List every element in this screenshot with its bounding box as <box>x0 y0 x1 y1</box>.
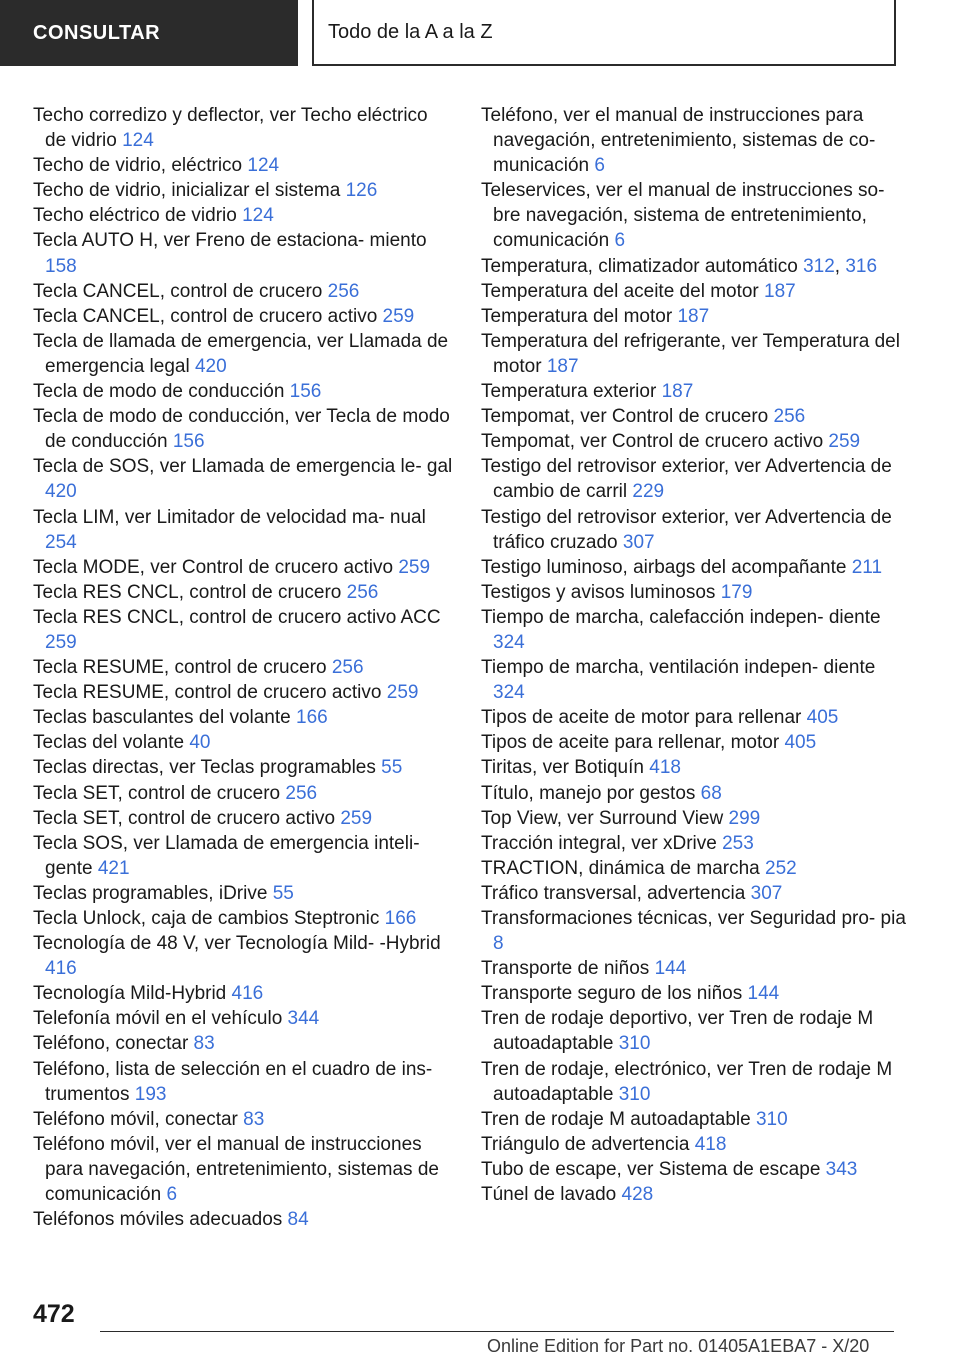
page-link[interactable]: 307 <box>750 882 783 904</box>
page-link[interactable]: 316 <box>845 255 878 277</box>
page-link[interactable]: 166 <box>384 908 417 929</box>
index-entry <box>33 680 453 705</box>
entry-text: Tren de rodaje deportivo, ver Tren de rodaje M autoadaptable <box>481 1008 874 1055</box>
entry-text: Tecla MODE, ver Control de crucero activo <box>33 556 394 578</box>
index-entry <box>481 379 911 404</box>
index-entry <box>481 1157 911 1182</box>
index-entry <box>481 705 911 730</box>
index-entry <box>481 906 911 956</box>
index-entry <box>33 730 453 755</box>
page-link[interactable]: 259 <box>45 631 77 653</box>
index-entry <box>33 906 453 931</box>
index-entry <box>33 831 453 881</box>
index-entry <box>33 881 453 906</box>
entry-text: Tecla de modo de conducción, ver Tecla de modo de conducción <box>33 406 450 453</box>
page-link[interactable]: 310 <box>618 1033 651 1055</box>
page-link[interactable]: 211 <box>851 556 883 578</box>
entry-text: Teléfonos móviles adecuados <box>33 1209 283 1231</box>
entry-text: Tecla CANCEL, control de crucero <box>33 280 323 302</box>
edition-note: Online Edition for Part no. 01405A1EBA7 - X/20 <box>487 1336 870 1356</box>
entry-text: Temperatura, climatizador automático <box>481 255 798 277</box>
entry-text: Temperatura exterior <box>481 381 657 403</box>
index-entry <box>481 454 911 504</box>
entry-text: Teleservices, ver el manual de instrucciones so‐ bre navegación, sistema de entretenimiento, comunicación <box>481 180 885 252</box>
page-link[interactable]: 156 <box>289 381 322 403</box>
entry-text: Tecnología de 48 V, ver Tecnología Mild- ‑Hybrid <box>33 933 441 955</box>
page-link[interactable]: 156 <box>172 431 205 453</box>
entry-text: Tecla RES CNCL, control de crucero <box>33 581 342 603</box>
page-link[interactable]: 418 <box>694 1133 727 1155</box>
page-link[interactable]: 158 <box>45 255 77 277</box>
page-link[interactable]: 144 <box>747 983 780 1005</box>
page-link[interactable]: 259 <box>828 431 861 453</box>
entry-text: Tipos de aceite para rellenar, motor <box>481 732 780 754</box>
index-entry <box>33 605 453 655</box>
page-link[interactable]: 6 <box>166 1184 178 1206</box>
entry-text: Tracción integral, ver xDrive <box>481 832 717 854</box>
index-entry <box>33 178 453 203</box>
index-entry <box>33 655 453 680</box>
entry-text: Transporte seguro de los niños <box>481 983 743 1005</box>
entry-text: Temperatura del refrigerante, ver Temperatura del motor <box>481 330 900 377</box>
entry-text: Tecla RESUME, control de crucero <box>33 657 327 679</box>
page-link[interactable]: 83 <box>193 1033 215 1055</box>
index-entry <box>481 279 911 304</box>
page-header <box>0 0 960 66</box>
entry-text: Top View, ver Surround View <box>481 807 724 829</box>
index-entry <box>33 580 453 605</box>
entry-text: Tiempo de marcha, calefacción indepen‐ diente <box>481 606 881 628</box>
index-entry <box>481 981 911 1006</box>
page-link[interactable]: 324 <box>493 682 525 704</box>
index-entry: Temperatura, climatizador automático 312, 316 <box>481 255 878 277</box>
page-link[interactable]: 312 <box>803 255 835 277</box>
entry-text: Tecnología Mild-Hybrid <box>33 983 227 1005</box>
entry-text: Telefonía móvil en el vehículo <box>33 1008 283 1030</box>
entry-text: Teléfono móvil, conectar <box>33 1108 238 1130</box>
chapter-title: Todo de la A a la Z <box>328 20 493 43</box>
page-link[interactable]: 253 <box>722 832 754 854</box>
entry-text: Techo corredizo y deflector, ver Techo eléctrico de vidrio <box>33 105 428 152</box>
index-entry <box>33 555 453 580</box>
entry-text: Tecla LIM, ver Limitador de velocidad ma‐ nual <box>33 506 426 528</box>
entry-text: Tecla SOS, ver Llamada de emergencia inteli‐ gente <box>33 832 420 879</box>
entry-text: Teléfono, ver el manual de instrucciones para navegación, entretenimiento, sistemas de co‐ municación <box>481 105 876 177</box>
page-link[interactable]: 310 <box>618 1083 651 1105</box>
entry-text: Teléfono móvil, ver el manual de instrucciones para navegación, entretenimiento, sistemas de comunicación <box>33 1133 439 1206</box>
index-entry <box>481 329 911 379</box>
entry-text: Tecla AUTO H, ver Freno de estaciona‐ miento <box>33 230 427 252</box>
index-entry <box>481 404 911 429</box>
entry-text: Túnel de lavado <box>481 1184 617 1206</box>
page-link[interactable]: 144 <box>654 958 687 980</box>
index-entry <box>481 755 911 780</box>
page-link[interactable]: 254 <box>45 531 77 553</box>
index-entry <box>33 279 453 304</box>
page-link[interactable]: 187 <box>764 280 796 302</box>
index-entry <box>481 655 911 705</box>
index-entry <box>481 730 911 755</box>
page-link[interactable]: 420 <box>194 355 227 377</box>
page-number: 472 <box>33 1300 75 1328</box>
entry-text: Tren de rodaje M autoadaptable <box>481 1108 751 1130</box>
page-link[interactable]: 256 <box>327 280 360 302</box>
index-entry <box>33 1057 453 1107</box>
page-link[interactable]: 428 <box>621 1184 654 1206</box>
page-link[interactable]: 55 <box>272 882 294 904</box>
index-entry <box>481 304 911 329</box>
entry-text: Techo de vidrio, eléctrico <box>33 155 243 177</box>
index-entry <box>481 1132 911 1157</box>
page-link[interactable]: 405 <box>784 732 817 754</box>
page-link[interactable]: 420 <box>45 481 77 503</box>
entry-text: Techo eléctrico de vidrio <box>33 205 237 227</box>
page-link[interactable]: 324 <box>493 631 525 653</box>
page-link[interactable]: 259 <box>398 556 431 578</box>
page-link[interactable]: 68 <box>700 782 722 804</box>
page-link[interactable]: 8 <box>493 933 504 955</box>
entry-text: Tecla SET, control de crucero <box>33 782 281 804</box>
page-link[interactable]: 229 <box>632 481 665 503</box>
entry-text: Tecla de modo de conducción <box>33 381 285 403</box>
page-link[interactable]: 124 <box>247 155 280 177</box>
index-entry <box>481 1006 911 1056</box>
index-entry <box>33 806 453 831</box>
entry-text: Transporte de niños <box>481 958 650 980</box>
entry-text: Tubo de escape, ver Sistema de escape <box>481 1158 821 1180</box>
index-entry <box>481 429 911 454</box>
entry-text: Tecla Unlock, caja de cambios Steptronic <box>33 908 380 929</box>
index-entry <box>481 831 911 856</box>
page-link[interactable]: 259 <box>386 682 419 704</box>
entry-text: Testigo luminoso, airbags del acompañante <box>481 556 847 578</box>
index-entry <box>481 580 911 605</box>
page-link[interactable]: 259 <box>340 807 373 829</box>
page-link[interactable]: 83 <box>243 1108 265 1130</box>
page-link[interactable]: 166 <box>296 707 328 729</box>
section-tab <box>0 0 298 66</box>
page-link[interactable]: 343 <box>825 1158 858 1180</box>
index-entry <box>33 379 453 404</box>
index-entry <box>481 956 911 981</box>
page-link[interactable]: 416 <box>45 958 77 980</box>
page-link[interactable]: 6 <box>614 230 626 252</box>
page-link[interactable]: 193 <box>134 1083 167 1105</box>
page-link[interactable]: 259 <box>382 305 415 327</box>
index-entry <box>33 454 453 504</box>
entry-text: Tren de rodaje, electrónico, ver Tren de rodaje M autoadaptable <box>481 1058 893 1105</box>
index-entry <box>33 329 453 379</box>
page-link[interactable]: 418 <box>649 757 681 779</box>
index-entry <box>33 103 453 153</box>
index-entry <box>481 178 911 253</box>
index-entry <box>481 856 911 881</box>
page-link[interactable]: 6 <box>594 155 605 177</box>
page-link[interactable]: 124 <box>122 130 154 152</box>
entry-text: Tecla RES CNCL, control de crucero activo ACC <box>33 606 441 628</box>
entry-text: Tecla de llamada de emergencia, ver Llamada de emergencia legal <box>33 330 449 377</box>
page-link[interactable]: 405 <box>806 707 839 729</box>
page-link[interactable]: 55 <box>381 757 403 779</box>
page-link[interactable]: 126 <box>345 180 378 202</box>
page-link[interactable]: 187 <box>661 381 694 403</box>
index-entry <box>33 1031 453 1056</box>
entry-text: Techo de vidrio, inicializar el sistema <box>33 180 341 202</box>
entry-text: Teclas basculantes del volante <box>33 707 291 729</box>
page-link[interactable]: 307 <box>622 531 655 553</box>
index-entry <box>33 1132 453 1207</box>
index-entry <box>481 505 911 555</box>
index-entry <box>481 806 911 831</box>
index-entry <box>33 304 453 329</box>
chapter-title-box <box>312 0 896 66</box>
index-entry <box>33 505 453 555</box>
entry-text: Tiritas, ver Botiquín <box>481 757 644 779</box>
entry-text: Tecla de SOS, ver Llamada de emergencia le‐ gal <box>33 456 453 478</box>
index-entry <box>481 103 911 178</box>
page-link[interactable]: 256 <box>331 657 364 679</box>
page-link[interactable]: 252 <box>765 857 797 879</box>
entry-text: TRACTION, dinámica de marcha <box>481 857 760 879</box>
page-link[interactable]: 40 <box>189 732 211 754</box>
entry-text: Título, manejo por gestos <box>481 782 696 804</box>
page-link[interactable]: 256 <box>773 406 806 428</box>
index-entry <box>33 1107 453 1132</box>
entry-text: Tecla CANCEL, control de crucero activo <box>33 305 378 327</box>
entry-text: Tempomat, ver Control de crucero <box>481 406 769 428</box>
index-entry <box>33 404 453 454</box>
page-link[interactable]: 84 <box>287 1209 309 1231</box>
entry-text: Temperatura del motor <box>481 305 673 327</box>
page-link[interactable]: 124 <box>242 205 274 227</box>
entry-text: Tráfico transversal, advertencia <box>481 882 746 904</box>
entry-text: Transformaciones técnicas, ver Seguridad pro‐ pia <box>481 908 906 929</box>
index-entry <box>33 1207 453 1232</box>
entry-text: Tempomat, ver Control de crucero activo <box>481 431 824 453</box>
page-link[interactable]: 344 <box>287 1008 320 1030</box>
entry-text: Teclas programables, iDrive <box>33 882 268 904</box>
index-entry <box>481 1057 911 1107</box>
entry-text: Tiempo de marcha, ventilación indepen‐ diente <box>481 657 876 679</box>
page-link[interactable]: 256 <box>285 782 318 804</box>
entry-text: Tipos de aceite de motor para rellenar <box>481 707 802 729</box>
entry-text: Testigos y avisos luminosos <box>481 581 716 603</box>
index-entry <box>33 228 453 278</box>
entry-text: Testigo del retrovisor exterior, ver Advertencia de tráfico cruzado <box>481 506 892 553</box>
index-entry <box>481 1107 911 1132</box>
page-link[interactable]: 256 <box>346 581 379 603</box>
index-entry <box>33 931 453 981</box>
page-link[interactable]: 187 <box>546 355 579 377</box>
section-label: CONSULTAR <box>33 21 161 44</box>
index-entry <box>33 755 453 780</box>
entry-text: Teclas directas, ver Teclas programables <box>33 757 376 779</box>
index-entry <box>481 781 911 806</box>
entry-text: Triángulo de advertencia <box>481 1133 690 1155</box>
page-link[interactable]: 421 <box>97 857 130 879</box>
index-entry <box>481 1182 911 1207</box>
page-link[interactable]: 179 <box>720 581 753 603</box>
entry-text: Teclas del volante <box>33 732 185 754</box>
page-link[interactable]: 416 <box>231 983 264 1005</box>
index-entry <box>33 1006 453 1031</box>
index-entry <box>481 555 911 580</box>
index-entry <box>33 981 453 1006</box>
page-link[interactable]: 187 <box>677 305 710 327</box>
index-column-right <box>481 103 911 1207</box>
entry-text: Tecla SET, control de crucero activo <box>33 807 336 829</box>
index-entry <box>33 203 453 228</box>
entry-text: Testigo del retrovisor exterior, ver Advertencia de cambio de carril <box>481 456 892 503</box>
entry-text: Teléfono, lista de selección en el cuadro de ins‐ trumentos <box>33 1058 433 1105</box>
index-entry <box>33 781 453 806</box>
index-column-left <box>33 103 453 1232</box>
entry-text: Tecla RESUME, control de crucero activo <box>33 682 382 704</box>
page-link[interactable]: 310 <box>755 1108 788 1130</box>
index-entry <box>33 153 453 178</box>
index-entry <box>33 705 453 730</box>
entry-text: Temperatura del aceite del motor <box>481 280 759 302</box>
index-entry <box>481 605 911 655</box>
footer-divider <box>100 1331 894 1332</box>
page-link[interactable]: 299 <box>728 807 761 829</box>
entry-text: Teléfono, conectar <box>33 1033 189 1055</box>
index-entry <box>481 881 911 906</box>
